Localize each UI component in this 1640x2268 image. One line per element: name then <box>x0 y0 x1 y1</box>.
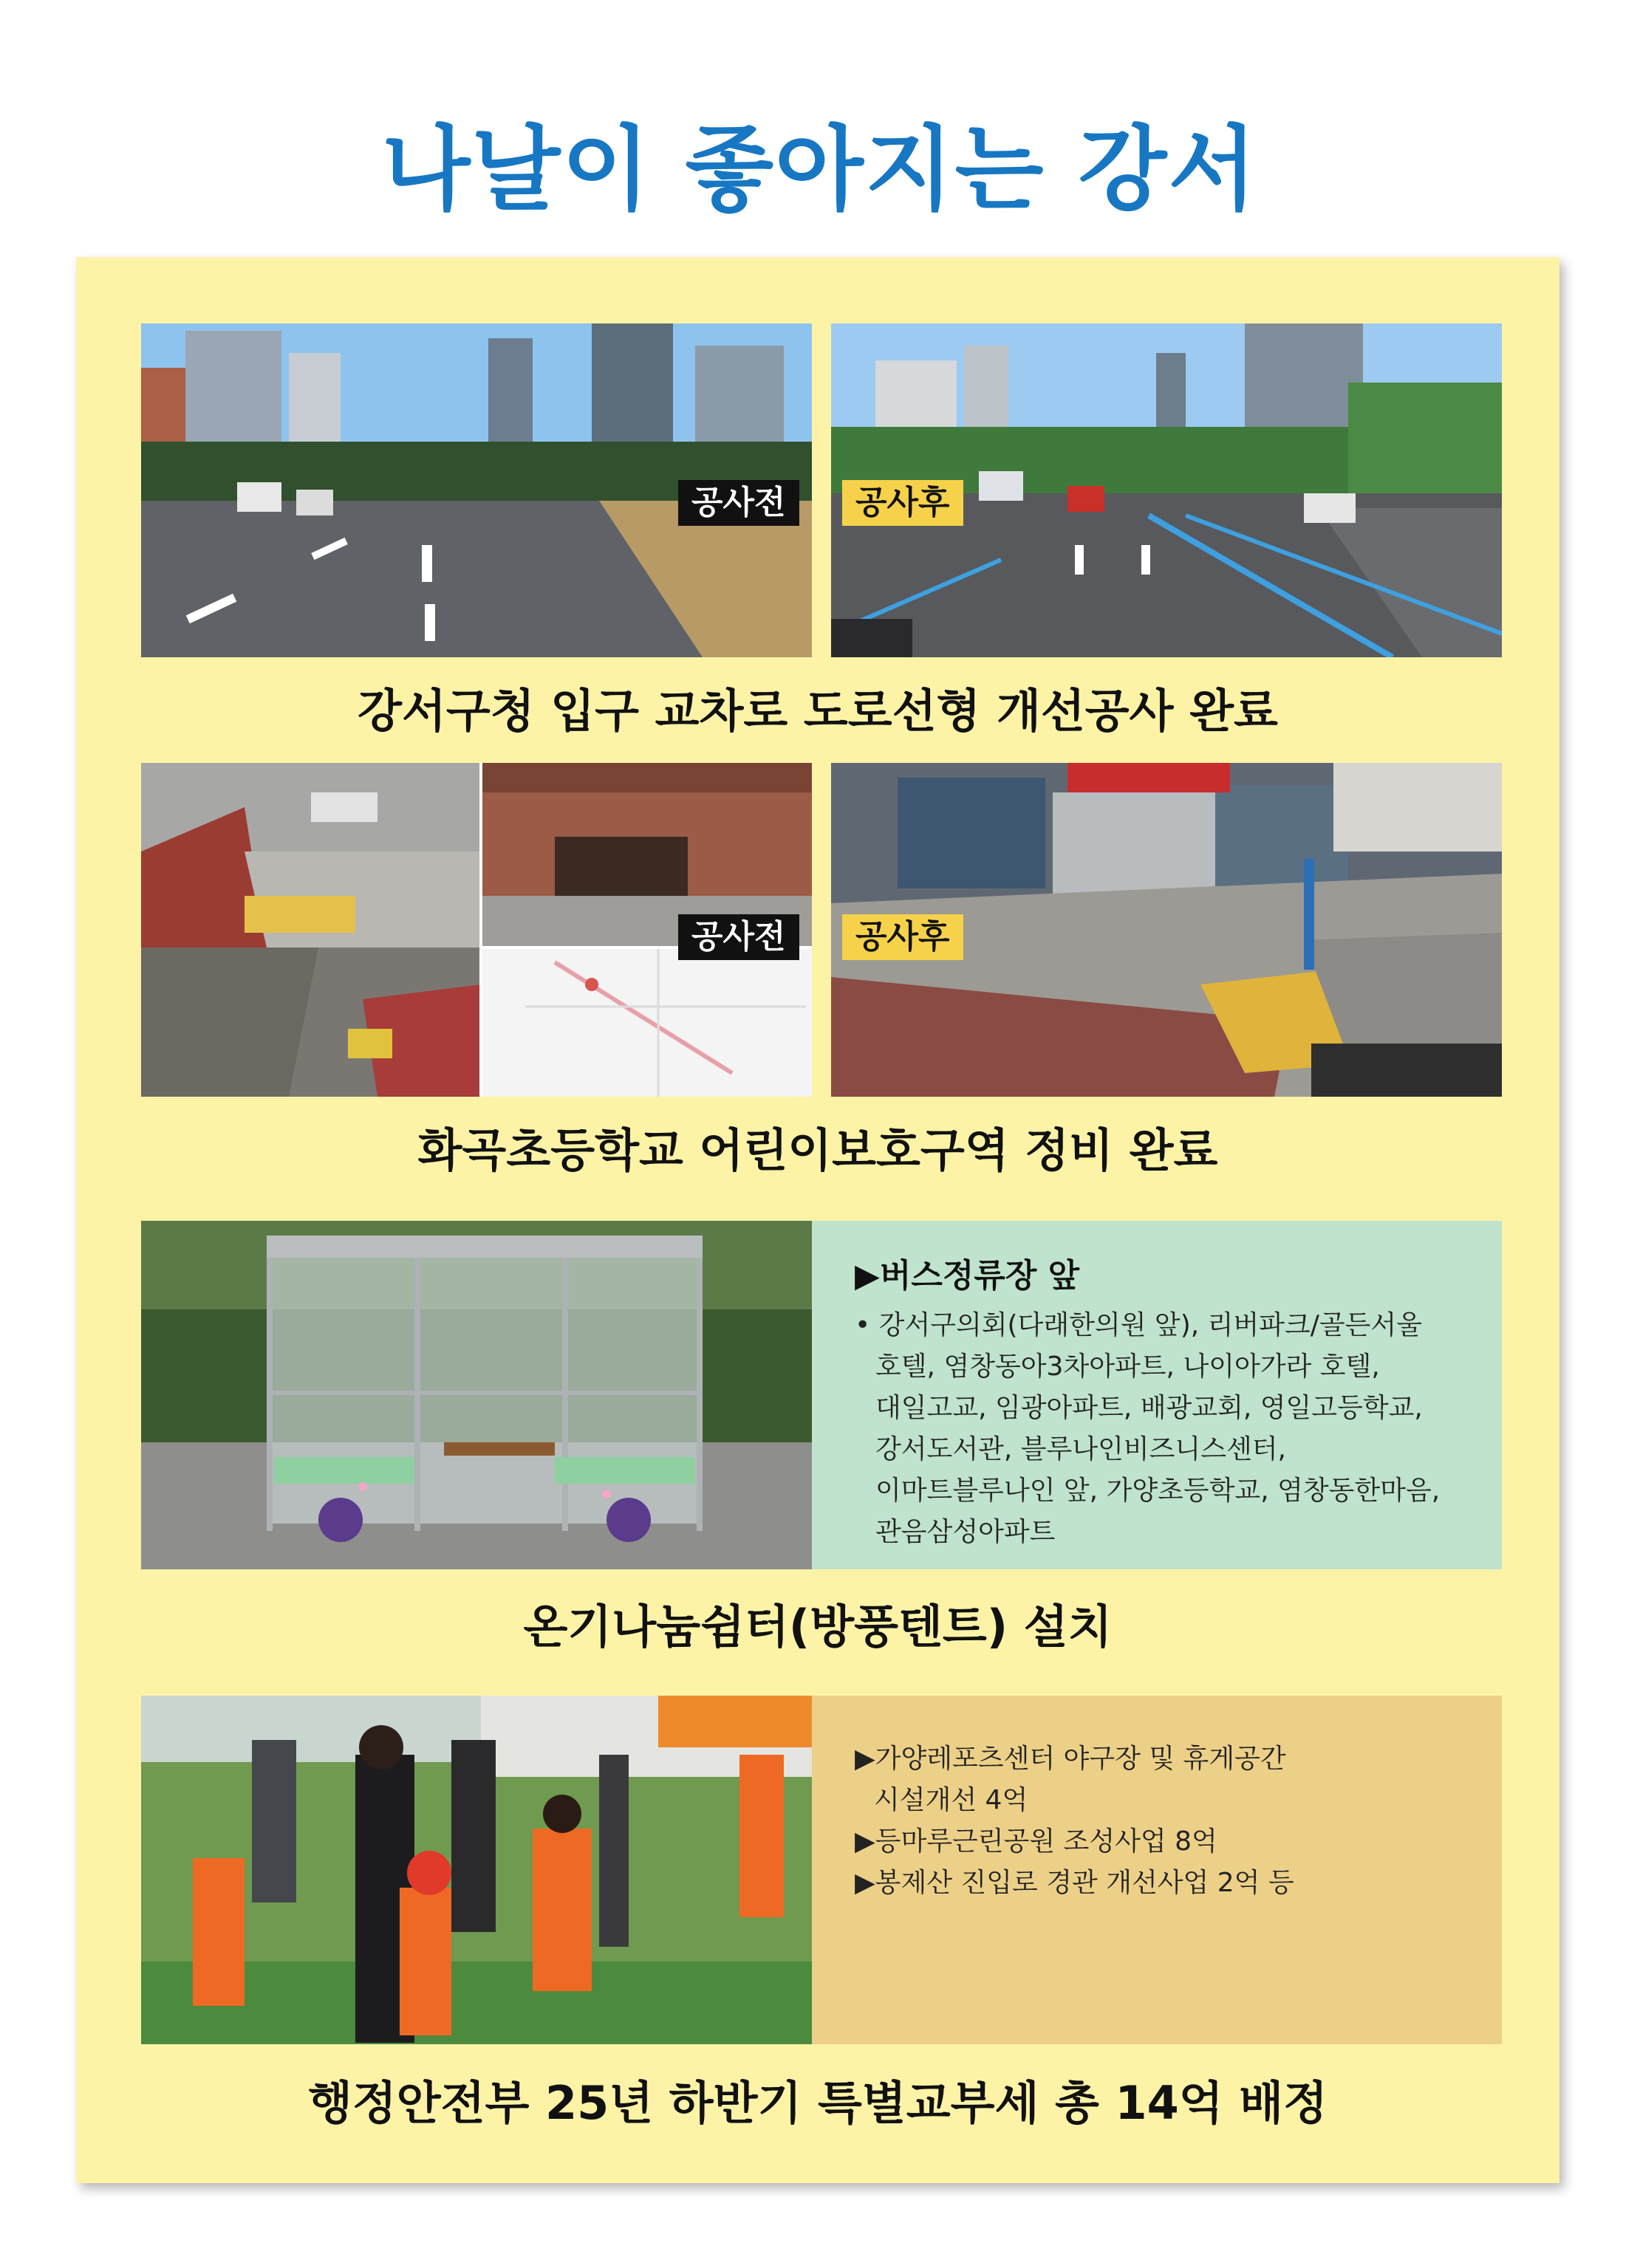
school-before-badge: 공사전 <box>678 914 799 960</box>
shelter-info-line: 대일고교, 임광아파트, 배광교회, 영일고등학교, <box>875 1393 1423 1423</box>
shelter-info-box <box>812 1221 1502 1569</box>
shelter-info-heading: ▶버스정류장 앞 <box>855 1257 1080 1295</box>
grant-item: ▶봉제산 진입로 경관 개선사업 2억 등 <box>855 1868 1294 1898</box>
school-after-badge: 공사후 <box>842 914 963 960</box>
shelter-photo <box>141 1221 812 1569</box>
shelter-caption: 온기나눔쉼터(방풍텐트) 설치 <box>523 1600 1113 1654</box>
shelter-info-line: 강서도서관, 블루나인비즈니스센터, <box>875 1434 1286 1464</box>
grant-item: 시설개선 4억 <box>874 1785 1028 1815</box>
road-before-badge: 공사전 <box>678 480 799 526</box>
grant-item: ▶가양레포츠센터 야구장 및 휴게공간 <box>855 1744 1286 1774</box>
shelter-info-line: • 강서구의회(다래한의원 앞), 리버파크/골든서울 <box>855 1310 1422 1340</box>
shelter-info-line: 호텔, 염창동아3차아파트, 나이아가라 호텔, <box>875 1351 1380 1382</box>
grant-info-box <box>812 1696 1502 2044</box>
road-caption: 강서구청 입구 교차로 도로선형 개선공사 완료 <box>358 684 1278 738</box>
shelter-info-line: 이마트블루나인 앞, 가양초등학교, 염창동한마음, <box>875 1476 1441 1506</box>
content-panel <box>76 257 1559 2183</box>
school-caption: 화곡초등학교 어린이보호구역 정비 완료 <box>417 1123 1218 1177</box>
grant-item: ▶등마루근린공원 조성사업 8억 <box>855 1826 1217 1857</box>
shelter-info-line: 관음삼성아파트 <box>875 1517 1056 1547</box>
grant-caption: 행정안전부 25년 하반기 특별교부세 총 14억 배정 <box>307 2076 1328 2130</box>
page-title: 나날이 좋아지는 강서 <box>381 117 1259 223</box>
grant-photo <box>141 1696 812 2044</box>
road-after-badge: 공사후 <box>842 480 963 526</box>
